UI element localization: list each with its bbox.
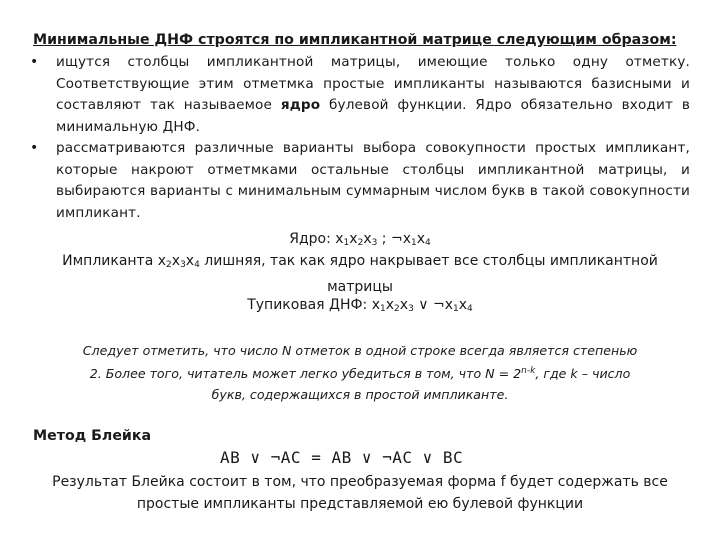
var: x xyxy=(444,297,453,313)
bullet-icon: • xyxy=(30,54,39,70)
var: x xyxy=(458,297,468,313)
var: x xyxy=(349,231,358,247)
var: x xyxy=(363,231,372,247)
separator: ; xyxy=(377,231,391,247)
var: x xyxy=(399,297,409,313)
var: x xyxy=(416,231,426,247)
note-text: Импликанта x xyxy=(62,253,167,269)
subscript: 1 xyxy=(411,238,417,248)
var: x xyxy=(335,231,344,247)
subscript: 3 xyxy=(180,260,186,270)
var: x xyxy=(371,297,381,313)
subscript: 3 xyxy=(371,238,378,248)
subscript: 2 xyxy=(357,238,364,248)
bullet-text xyxy=(56,52,690,138)
deadend-dnf-line xyxy=(40,294,680,320)
var: x xyxy=(185,253,195,269)
bullet-list xyxy=(30,52,690,224)
bullet-text-part: булевой функции. Ядро обязательно входит в минимальную ДНФ. xyxy=(56,97,690,135)
blake-formula: AB ∨ ¬AC = AB ∨ ¬AC ∨ BC xyxy=(220,448,464,467)
section-title-blake: Метод Блейка xyxy=(33,428,152,444)
negation-symbol: ¬ xyxy=(390,231,403,247)
bullet-icon: • xyxy=(30,140,39,156)
bold-term-core: ядро xyxy=(280,97,321,113)
superscript: n-k xyxy=(521,366,536,376)
subscript: 4 xyxy=(425,238,431,248)
subscript: 1 xyxy=(343,238,350,248)
italic-remark xyxy=(80,340,640,405)
bullet-text-part: ищутся столбцы импликантной матрицы, имеющие только одну отметку. Соответствующие этим отметмка простые импликанты называются базисными и составляют так называемое xyxy=(56,54,690,113)
subscript: 1 xyxy=(453,304,459,314)
subscript: 4 xyxy=(467,304,473,314)
remark-text: Следует отметить, что число N отметок в одной строке всегда является степенью 2. Более того, читатель может легко убедиться в том, что N = 2 xyxy=(82,343,638,381)
redundant-implicant-note xyxy=(40,250,680,298)
subscript: 1 xyxy=(380,304,386,314)
or-symbol: ∨ xyxy=(413,297,433,313)
deadend-label: Тупиковая ДНФ: xyxy=(247,297,372,313)
negation-symbol: ¬ xyxy=(432,297,445,313)
var: x xyxy=(402,231,411,247)
remark-text: , где k – число букв, содержащихся в простой импликанте. xyxy=(211,366,631,402)
bullet-text: рассматриваются различные варианты выбора совокупности простых импликант, которые накроют отметмками остальные столбцы импликантной матрицы, и выбираются варианты с минимальным суммарным числом букв в такой совокупности импликант. xyxy=(56,140,690,221)
core-label: Ядро: xyxy=(289,231,336,247)
blake-result-text: Результат Блейка состоит в том, что преобразуемая форма f будет содержать все простые импликанты представляемой ею булевой функции xyxy=(52,474,668,512)
subscript: 3 xyxy=(408,304,414,314)
subscript: 2 xyxy=(394,304,400,314)
var: x xyxy=(385,297,395,313)
bullet-item-core xyxy=(30,52,690,138)
bullet-item-variants xyxy=(30,138,690,224)
slide-heading: Минимальные ДНФ строятся по импликантной матрице следующим образом: xyxy=(33,32,677,48)
note-text: лишняя, так как ядро накрывает все столбцы импликантной матрицы xyxy=(199,253,658,295)
subscript: 2 xyxy=(166,260,172,270)
subscript: 4 xyxy=(194,260,200,270)
var: x xyxy=(171,253,181,269)
